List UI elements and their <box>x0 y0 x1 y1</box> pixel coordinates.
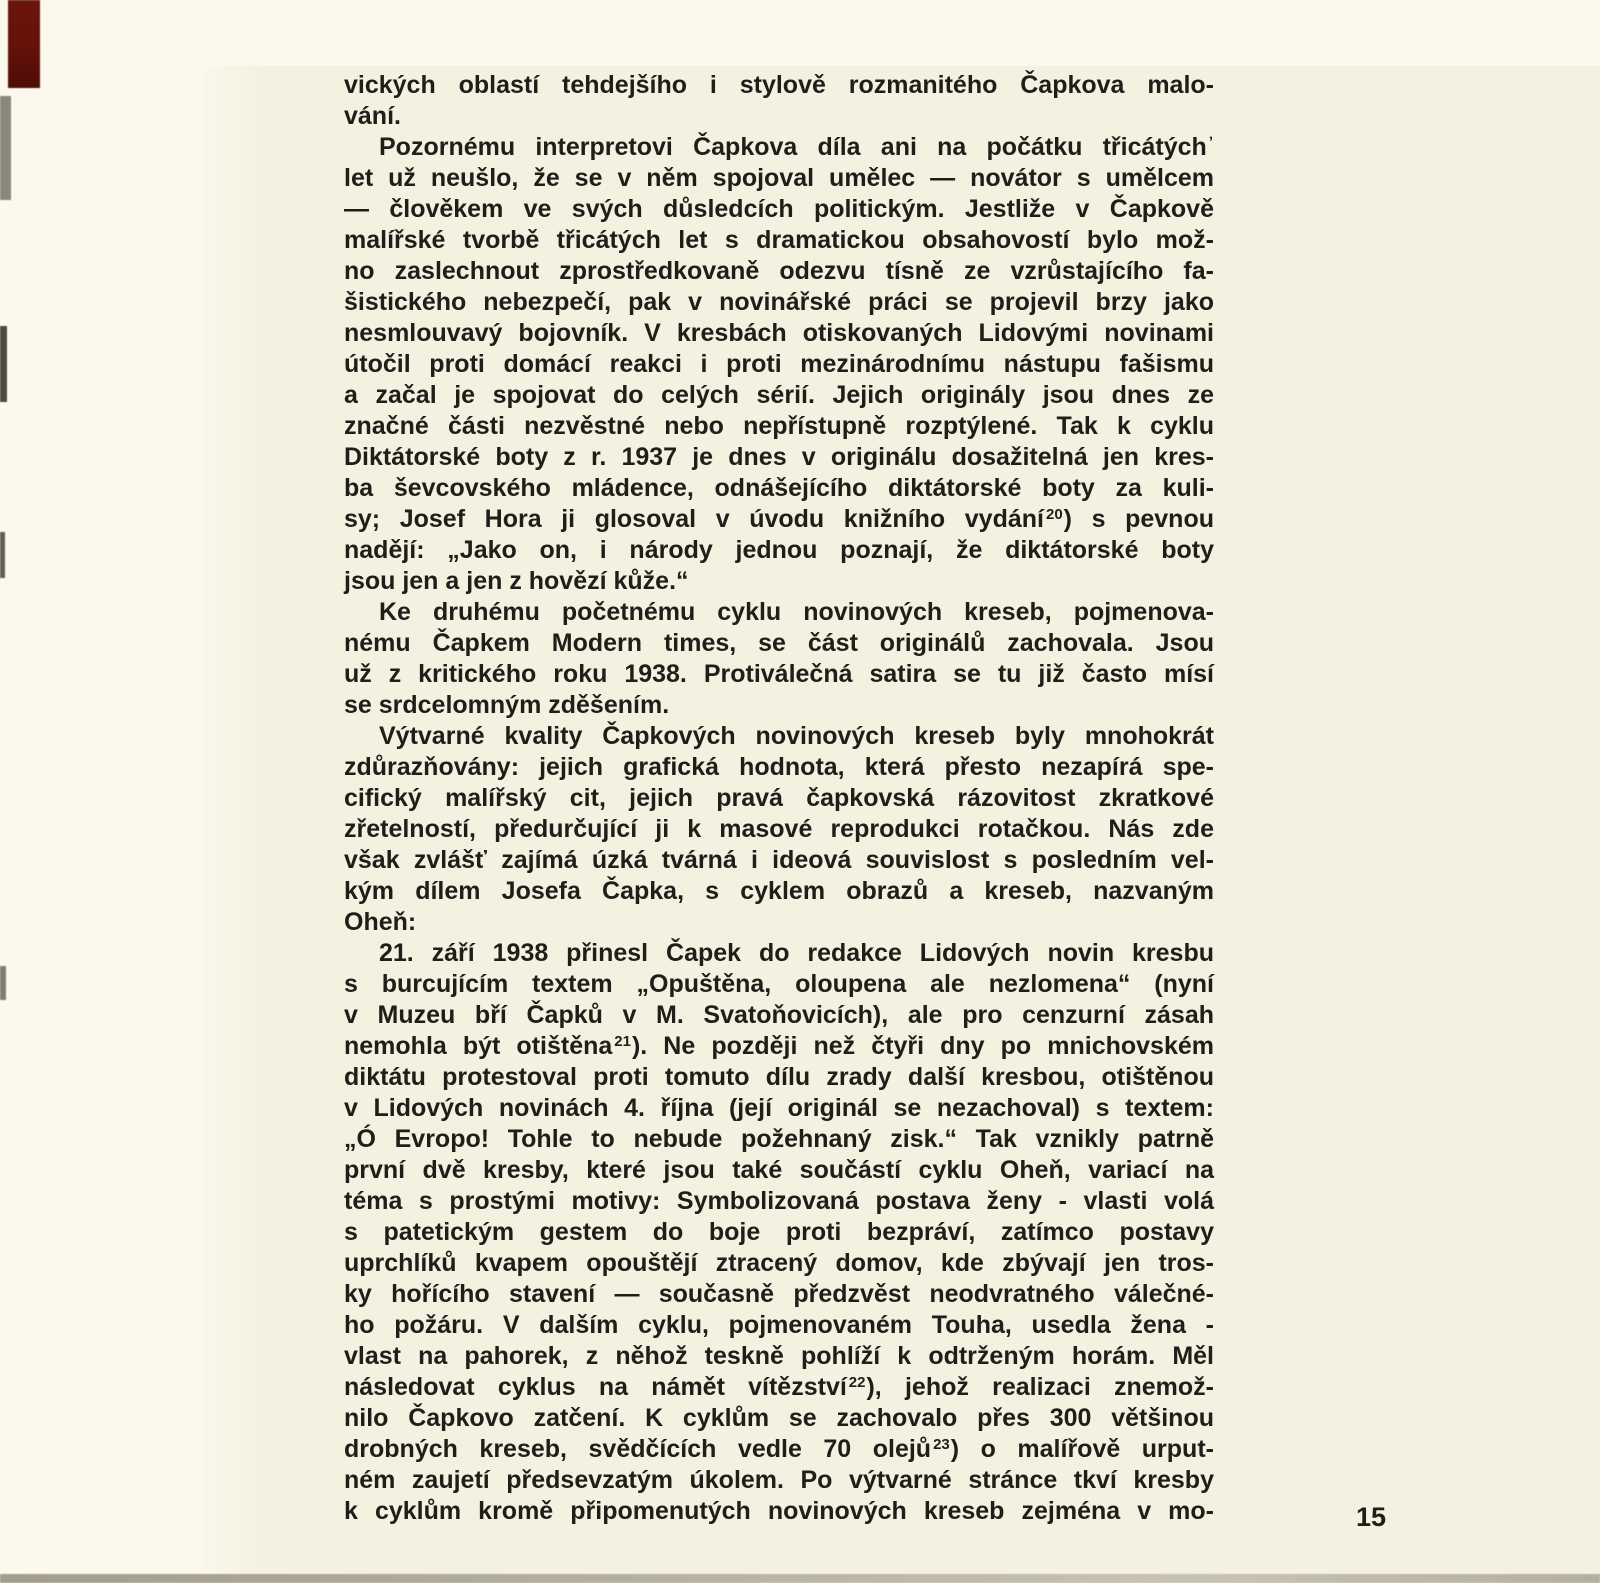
footnote-reference: 23 <box>933 1436 950 1453</box>
text-line: let už neušlo, že se v něm spojoval umělec — novátor s umělcem <box>344 164 1214 192</box>
text-line: následovat cyklus na námět vítězství $^{22}$), jehož realizaci znemož- <box>344 1373 1214 1401</box>
text-line: — člověkem ve svých důsledcích politickým. Jestliže v Čapkově <box>344 195 1214 223</box>
text-line: Výtvarné kvality Čapkových novinových kreseb byly mnohokrát <box>379 722 1214 750</box>
text-line: s burcujícím textem „Opuštěna, oloupena ale nezlomena“ (nyní <box>344 970 1214 998</box>
text-line: Oheň: <box>344 908 417 936</box>
text-line: nému Čapkem Modern times, se část originálů zachovala. Jsou <box>344 629 1214 657</box>
text-line: Diktátorské boty z r. 1937 je dnes v originálu dosažitelná jen kres- <box>344 443 1214 471</box>
text-line: v Muzeu bří Čapků v M. Svatoňovicích), ale pro cenzurní zásah <box>344 1001 1214 1029</box>
text-line: první dvě kresby, které jsou také součástí cyklu Oheň, variací na <box>344 1156 1214 1184</box>
text-line: kým dílem Josefa Čapka, s cyklem obrazů a kreseb, nazvaným <box>344 877 1214 905</box>
text-line: nemohla být otištěna $^{21}$). Ne později než čtyři dny po mnichovském <box>344 1032 1214 1060</box>
footnote-reference: 20 <box>1045 506 1063 523</box>
text-line: vlast na pahorek, z něhož teskně pohlíží k odtrženým horám. Měl <box>344 1342 1214 1370</box>
text-line: nilo Čapkovo zatčení. K cyklům se zachovalo přes 300 většinou <box>344 1404 1214 1432</box>
text-line: 21. září 1938 přinesl Čapek do redakce Lidových novin kresbu <box>379 939 1214 967</box>
text-line: vických oblastí tehdejšího i stylově rozmanitého Čapkova malo- <box>344 71 1214 99</box>
text-line: Ke druhému početnému cyklu novinových kreseb, pojmenova- <box>379 598 1214 626</box>
text-line: téma s prostými motivy: Symbolizovaná postava ženy - vlasti volá <box>344 1187 1214 1215</box>
text-line: už z kritického roku 1938. Protiválečná satira se tu již často mísí <box>344 660 1214 688</box>
text-line: však zvlášť zajímá úzká tvárná i ideová souvislost s posledním vel- <box>344 846 1214 874</box>
text-line: „Ó Evropo! Tohle to nebude požehnaný zisk.“ Tak vznikly patrně <box>344 1125 1214 1153</box>
footnote-reference: ʼ <box>1208 134 1213 151</box>
text-line: ho požáru. V dalším cyklu, pojmenovaném Touha, usedla žena - <box>344 1311 1214 1339</box>
text-line: ba ševcovského mládence, odnášejícího diktátorské boty za kuli- <box>344 474 1214 502</box>
text-line: zdůrazňovány: jejich grafická hodnota, která přesto nezapírá spe- <box>344 753 1214 781</box>
text-line: no zaslechnout zprostředkovaně odezvu tísně ze vzrůstajícího fa- <box>344 257 1214 285</box>
text-line: malířské tvorbě třicátých let s dramatickou obsahovostí bylo mož- <box>344 226 1214 254</box>
text-line: nesmlouvavý bojovník. V kresbách otiskovaných Lidovými novinami <box>344 319 1214 347</box>
text-line: a začal je spojovat do celých sérií. Jejich originály jsou dnes ze <box>344 381 1214 409</box>
text-line: vání. <box>344 102 401 130</box>
scan-artifact-edge-mark <box>0 966 6 1000</box>
text-line: uprchlíků kvapem opouštějí ztracený domov, kde zbývají jen tros- <box>344 1249 1214 1277</box>
text-line: značné části nezvěstné nebo nepřístupně rozptýlené. Tak k cyklu <box>344 412 1214 440</box>
scan-shade-soft-edge <box>203 66 263 1583</box>
text-line: drobných kreseb, svědčících vedle 70 olejů $^{23}$) o malířově urput- <box>344 1435 1214 1463</box>
footnote-reference: 21 <box>614 1033 631 1050</box>
text-line: nadějí: „Jako on, i národy jednou poznají, že diktátorské boty <box>344 536 1214 564</box>
scan-edge-shadow <box>0 1574 1600 1583</box>
page-number: 15 <box>1356 1502 1387 1532</box>
text-line: sy; Josef Hora ji glosoval v úvodu knižního vydání $^{20}$) s pevnou <box>344 505 1214 533</box>
text-line: v Lidových novinách 4. října (její originál se nezachoval) s textem: <box>344 1094 1214 1122</box>
scan-artifact-edge-mark <box>0 96 11 200</box>
scan-artifact-red-mark <box>8 0 40 88</box>
text-line: ném zaujetí předsevzatým úkolem. Po výtvarné stránce tkví kresby <box>344 1466 1214 1494</box>
scan-artifact-edge-mark <box>0 326 7 402</box>
body-text <box>344 70 1214 1527</box>
text-line: k cyklům kromě připomenutých novinových kreseb zejména v mo- <box>344 1497 1214 1525</box>
text-line: útočil proti domácí reakci i proti mezinárodnímu nástupu fašismu <box>344 350 1214 378</box>
text-line: zřetelností, předurčující ji k masové reprodukci rotačkou. Nás zde <box>344 815 1214 843</box>
text-line: jsou jen a jen z hovězí kůže.“ <box>344 567 689 595</box>
scan-artifact-edge-mark <box>0 532 5 578</box>
text-line: Pozornému interpretovi Čapkova díla ani na počátku třicátých $^ʼ$ <box>379 133 1213 161</box>
text-line: cifický malířský cit, jejich pravá čapkovská rázovitost zkratkové <box>344 784 1214 812</box>
text-line: ky hořícího stavení — současně předzvěst neodvratného válečné- <box>344 1280 1214 1308</box>
text-line: diktátu protestoval proti tomuto dílu zrady další kresbou, otištěnou <box>344 1063 1214 1091</box>
text-line: s patetickým gestem do boje proti bezpráví, zatímco postavy <box>344 1218 1214 1246</box>
footnote-reference: 22 <box>848 1374 866 1391</box>
text-line: se srdcelomným zděšením. <box>344 691 670 719</box>
text-line: šistického nebezpečí, pak v novinářské práci se projevil brzy jako <box>344 288 1214 316</box>
